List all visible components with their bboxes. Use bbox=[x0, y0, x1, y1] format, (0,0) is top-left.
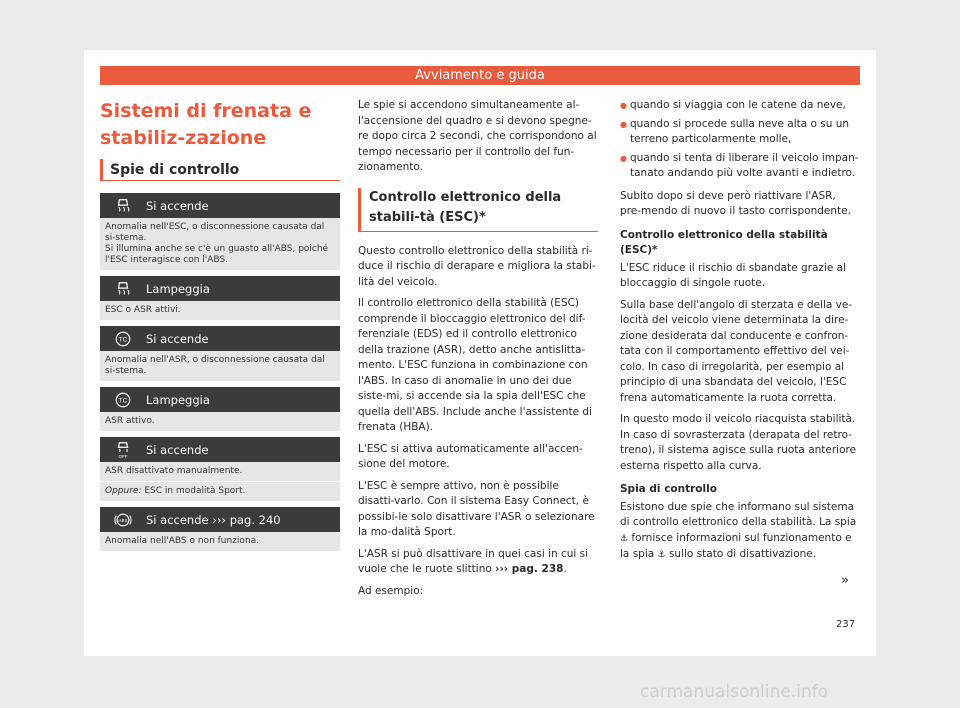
paragraph-text: L'ASR si può disattivare in quei casi in cui si vuole che le ruote slittino bbox=[358, 547, 589, 575]
section-heading: Controllo elettronico della stabili-tà (ESC)* bbox=[358, 188, 598, 232]
lamp-status-label: Si accende bbox=[146, 442, 209, 457]
lamp-status-label: Si accende bbox=[146, 331, 209, 346]
lamp-description: Oppure: ESC in modalità Sport. bbox=[105, 486, 246, 496]
lamp-entry-header bbox=[100, 276, 340, 301]
lamp-description: Anomalia nell'ASR, o disconnessione causata dal si-stema. bbox=[105, 355, 325, 376]
paragraph-text: Esistono due spie che informano sul sistema di controllo elettronico della stabilità. La spia bbox=[620, 500, 857, 528]
paragraph-heading: Controllo elettronico della stabilità (ESC)* bbox=[620, 228, 828, 256]
paragraph: L'ESC è sempre attivo, non è possibile disatti-varlo. Con il sistema Easy Connect, è possibi-le solo disattivare l'ASR o selezionare la mo-dalità Sport. bbox=[358, 479, 595, 538]
esc-icon bbox=[100, 280, 146, 298]
lamp-entry bbox=[100, 276, 340, 320]
lamp-entry-header bbox=[100, 326, 340, 351]
paragraph: Le spie si accendono simultaneamente al-l'accensione del quadro e si devono spegne-re dopo circa 2 secondi, che corrispondono al tempo necessario per il controllo del fun-zionamento. bbox=[358, 99, 597, 173]
svg-text:TC: TC bbox=[118, 336, 128, 344]
lamp-description: ASR attivo. bbox=[105, 416, 155, 426]
paragraph: Il controllo elettronico della stabilità (ESC) comprende il bloccaggio elettronico del dif-ferenziale (EDS) ed il controllo elettronico della trazione (ASR), detto anche antislitta-mento. L'ESC funziona in combinazione con l'ABS. In caso di anomalie in uno dei due siste-mi, si accende sia la spia dell'ESC che quella dell'ABS. Include anche l'assistente di frenata (HBA). bbox=[358, 297, 592, 433]
section-title: Sistemi di frenata e stabiliz-zazione bbox=[100, 100, 312, 149]
lamp-entry-header bbox=[100, 507, 340, 532]
paragraph: Ad esempio: bbox=[358, 584, 424, 597]
lamp-description: Anomalia nell'ESC, o disconnessione causata dal si-stema. Si illumina anche se c'è un guasto all'ABS, poiché l'ESC interagisce con l'ABS. bbox=[105, 222, 329, 265]
paragraph-heading: Spia di controllo bbox=[620, 483, 717, 495]
lamp-description: ASR disattivato manualmente. bbox=[100, 462, 340, 482]
svg-text:ABS: ABS bbox=[118, 517, 128, 523]
lamp-entry-body bbox=[100, 218, 340, 270]
lamp-entry-header bbox=[100, 193, 340, 218]
lamp-entry-body bbox=[100, 462, 340, 501]
lamp-entry bbox=[100, 507, 340, 551]
chapter-header: Avviamento e guida bbox=[100, 66, 860, 85]
tc-icon bbox=[100, 330, 146, 348]
paragraph: Subito dopo si deve però riattivare l'ASR, pre-mendo di nuovo il tasto corrispondente. bbox=[620, 189, 851, 217]
lamp-entry-body bbox=[100, 412, 340, 431]
watermark: carmanualsonline.info bbox=[640, 682, 829, 702]
lamp-status-label: Si accende ››› pag. 240 bbox=[146, 512, 281, 527]
lamp-description: Anomalia nell'ABS o non funziona. bbox=[105, 536, 260, 546]
paragraph-text: fornisce informazioni sul funzionamento e la spia bbox=[620, 531, 852, 560]
page-number: 237 bbox=[836, 619, 856, 630]
text-column-right bbox=[620, 98, 860, 570]
paragraph-text: sullo stato di disattivazione. bbox=[668, 548, 817, 560]
lamp-entry-body bbox=[100, 301, 340, 320]
paragraph: L'ASR si può disattivare in quei casi in cui si vuole che le ruote slittino ››› pag. 238. bbox=[358, 547, 589, 575]
svg-text:TC: TC bbox=[118, 397, 128, 405]
lamp-entry-header bbox=[100, 437, 340, 462]
paragraph: L'ESC riduce il rischio di sbandate grazie al bloccaggio di singole ruote. bbox=[620, 261, 846, 289]
lamp-status-label: Lampeggia bbox=[146, 281, 210, 296]
lamp-entry-header bbox=[100, 387, 340, 412]
esc-off-icon: ⚓ bbox=[657, 550, 666, 560]
svg-text:OFF: OFF bbox=[118, 453, 128, 459]
lamp-entry bbox=[100, 326, 340, 381]
warning-lamp-table bbox=[100, 193, 340, 557]
esc-off-icon bbox=[100, 441, 146, 459]
list-item: ● quando si tenta di liberare il veicolo impan-tanato andando più volte avanti e indietro. bbox=[620, 151, 860, 182]
paragraph: L'ESC si attiva automaticamente all'accen-sione del motore. bbox=[358, 442, 583, 470]
text-column-middle bbox=[358, 98, 598, 605]
lamp-entry bbox=[100, 387, 340, 431]
abs-icon bbox=[100, 511, 146, 529]
esc-icon bbox=[100, 197, 146, 215]
lamp-description: ESC o ASR attivi. bbox=[105, 305, 181, 315]
lamp-entry-body bbox=[100, 532, 340, 551]
subsection-title: Spie di controllo bbox=[100, 159, 340, 181]
paragraph: Questo controllo elettronico della stabilità ri-duce il rischio di derapare e migliora la stabi-lità del veicolo. bbox=[358, 244, 596, 288]
list-item: ● quando si procede sulla neve alta o su un terreno particolarmente molle, bbox=[620, 117, 860, 148]
continue-marker: » bbox=[841, 573, 849, 588]
lamp-entry bbox=[100, 437, 340, 501]
list-item: ● quando si viaggia con le catene da neve, bbox=[620, 98, 860, 114]
lamp-entry bbox=[100, 193, 340, 270]
lamp-status-label: Si accende bbox=[146, 198, 209, 213]
page-reference-link[interactable]: ››› pag. 238 bbox=[495, 563, 564, 575]
esc-icon: ⚓ bbox=[620, 533, 629, 544]
paragraph: Sulla base dell'angolo di sterzata e della ve-locità del veicolo viene determinata la dire-zione desiderata dal conducente e confron-tata con il comportamento effettivo del vei-colo. In caso di irregolarità, per esempio al principio di una sbandata del veicolo, l'ESC frena automaticamente la ruota corretta. bbox=[620, 298, 853, 404]
lamp-entry-body bbox=[100, 351, 340, 381]
paragraph bbox=[620, 500, 860, 564]
paragraph: In questo modo il veicolo riacquista stabilità. In caso di sovrasterzata (derapata del retro-treno), il sistema agisce sulla ruota anteriore esterna rispetto alla curva. bbox=[620, 413, 857, 472]
tc-icon bbox=[100, 391, 146, 409]
lamp-status-label: Lampeggia bbox=[146, 392, 210, 407]
